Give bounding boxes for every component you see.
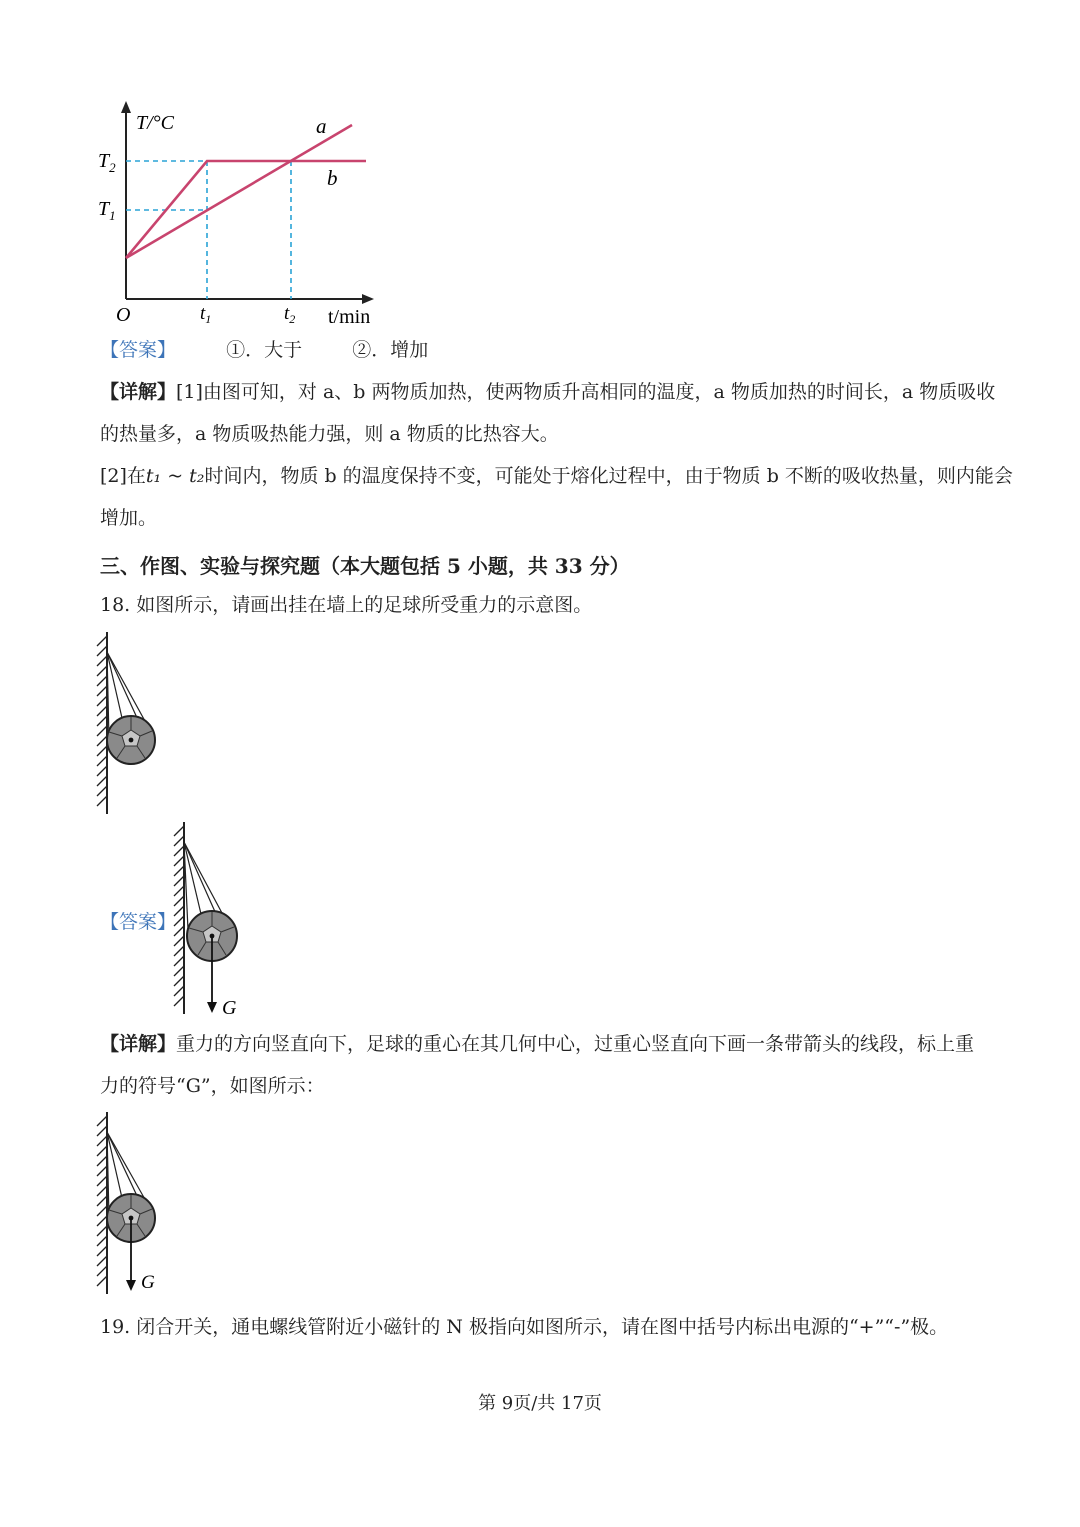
detail-2-range: t₁ ~ t₂: [145, 465, 205, 487]
q17-detail-line-2: 的热量多，a 物质吸热能力强，则 a 物质的比热容大。: [100, 423, 559, 445]
q18-answer-tag: 【答案】: [100, 911, 177, 933]
gravity-arrowhead: [207, 1002, 217, 1013]
x-axis-label: t/min: [328, 306, 371, 328]
football-figure-question: [95, 632, 175, 814]
x-axis-arrow: [362, 294, 374, 304]
detail-2-prefix: [2]在: [100, 465, 146, 487]
football-figure-detail: [95, 1112, 175, 1296]
y-axis-arrow: [121, 101, 131, 113]
gravity-label: G: [141, 1272, 155, 1293]
line-a-label: a: [316, 114, 327, 138]
origin-label: O: [116, 304, 131, 326]
page-footer: 第 9页/共 17页: [478, 1393, 602, 1414]
q18-detail-line-2: 力的符号“G”，如图所示：: [100, 1075, 325, 1097]
y-axis-label: T/°C: [136, 112, 175, 134]
section-3-title: 三、作图、实验与探究题（本大题包括 5 小题，共 33 分）: [100, 554, 630, 578]
q18-detail-line-1: [100, 1032, 974, 1056]
detail-text: [1]由图可知，对 a、b 两物质加热，使两物质升高相同的温度，a 物质加热的时间长，a 物质吸收: [176, 381, 996, 403]
answer-1: ①．大于: [226, 339, 303, 361]
tick-t2: $t_2$: [284, 303, 296, 326]
gravity-label: G: [222, 997, 237, 1018]
tick-t1: $t_1$: [200, 303, 212, 326]
football-figure-answer: [172, 822, 252, 1018]
q19-question: 19. 闭合开关，通电螺线管附近小磁针的 N 极指向如图所示，请在图中括号内标出电源的“+”“-”极。: [100, 1316, 949, 1338]
q17-detail-line-4: 增加。: [100, 507, 158, 529]
q18-question: 18. 如图所示，请画出挂在墙上的足球所受重力的示意图。: [100, 594, 593, 616]
detail-2-text: 时间内，物质 b 的温度保持不变，可能处于熔化过程中，由于物质 b 不断的吸收热量，则内能会: [204, 465, 1013, 487]
temperature-time-graph: [90, 95, 390, 330]
answer-tag: 【答案】: [100, 339, 177, 361]
tick-T2: $T_2$: [98, 150, 116, 175]
line-a: [126, 125, 352, 258]
gravity-arrowhead: [126, 1280, 136, 1291]
detail-tag: 【详解】: [100, 1033, 177, 1055]
q17-answer-row: [100, 338, 428, 362]
detail-tag: 【详解】: [100, 381, 177, 403]
answer-2: ②．增加: [352, 339, 429, 361]
tick-T1: $T_1$: [98, 198, 116, 223]
detail-text: 重力的方向竖直向下，足球的重心在其几何中心，过重心竖直向下画一条带箭头的线段，标上重: [176, 1033, 975, 1055]
line-b-label: b: [327, 166, 338, 190]
q17-detail-line-1: [100, 380, 995, 404]
q17-detail-line-3: [100, 464, 1013, 488]
